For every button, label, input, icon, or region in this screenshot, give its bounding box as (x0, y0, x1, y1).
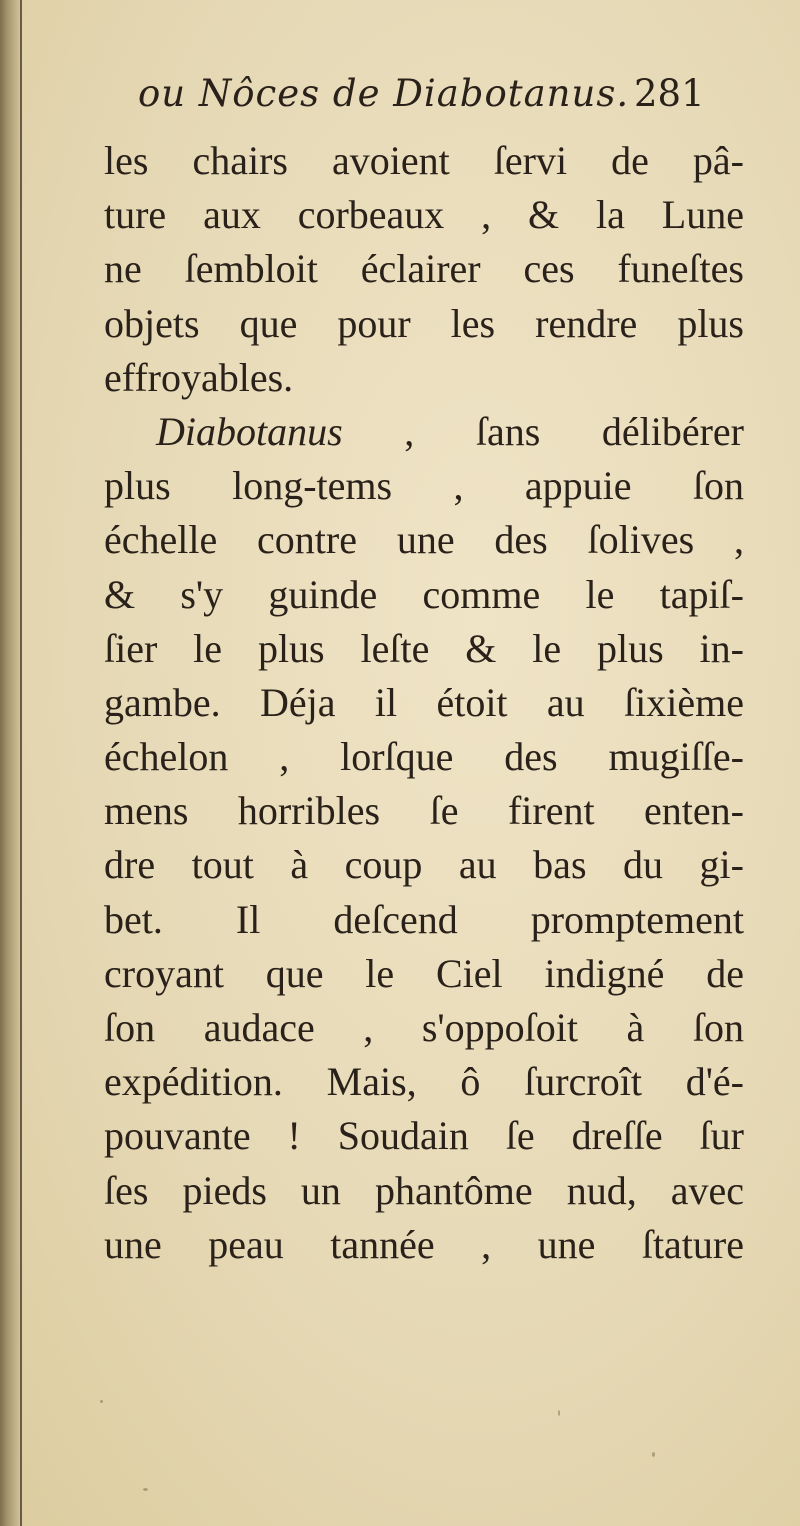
paper-speck (143, 1488, 148, 1491)
text-line: les chairs avoient ſervi de pâ- (104, 138, 744, 183)
character-name: Diabotanus (156, 408, 343, 454)
text-line: ſier le plus leſte & le plus in- (104, 625, 744, 671)
text-line: croyant que le Ciel indigné de (104, 950, 744, 996)
page-number: 281 (634, 72, 705, 115)
page-header (138, 72, 738, 122)
text-line: une peau tannée , une ſtature (104, 1221, 744, 1267)
text-line: ne ſembloit éclairer ces funeſtes (104, 246, 744, 292)
paper-speck (100, 1400, 103, 1403)
text-line: gambe. Déja il étoit au ſixième (104, 679, 744, 725)
text-line: pouvante ! Soudain ſe dreſſe ſur (104, 1113, 744, 1159)
text-line: échelon , lorſque des mugiſſe- (104, 734, 744, 780)
text-line: effroyables. (104, 354, 294, 400)
text-line (104, 405, 744, 459)
text-fragment: , ſans délibérer (342, 408, 744, 454)
text-line: & s'y guinde comme le tapiſ- (104, 571, 744, 617)
text-line: bet. Il deſcend promptement (104, 896, 744, 942)
text-line: dre tout à coup au bas du gi- (104, 842, 744, 888)
text-line: expédition. Mais, ô ſurcroît d'é- (104, 1059, 744, 1105)
body-text (104, 134, 744, 1272)
text-line: ture aux corbeaux , & la Lune (104, 192, 744, 238)
paper-speck (558, 1410, 560, 1416)
text-line: plus long-tems , appuie ſon (104, 463, 744, 509)
running-title: ou Nôces de Diabotanus. (138, 72, 630, 115)
paper-speck (652, 1452, 655, 1457)
binding-line (20, 0, 22, 1526)
text-line: objets que pour les rendre plus (104, 300, 744, 346)
binding-edge (0, 0, 22, 1526)
text-line: ſon audace , s'oppoſoit à ſon (104, 1005, 744, 1050)
text-line: échelle contre une des ſolives , (104, 517, 744, 563)
text-line: mens horribles ſe firent enten- (104, 788, 744, 834)
text-line: ſes pieds un phantôme nud, avec (104, 1167, 744, 1213)
